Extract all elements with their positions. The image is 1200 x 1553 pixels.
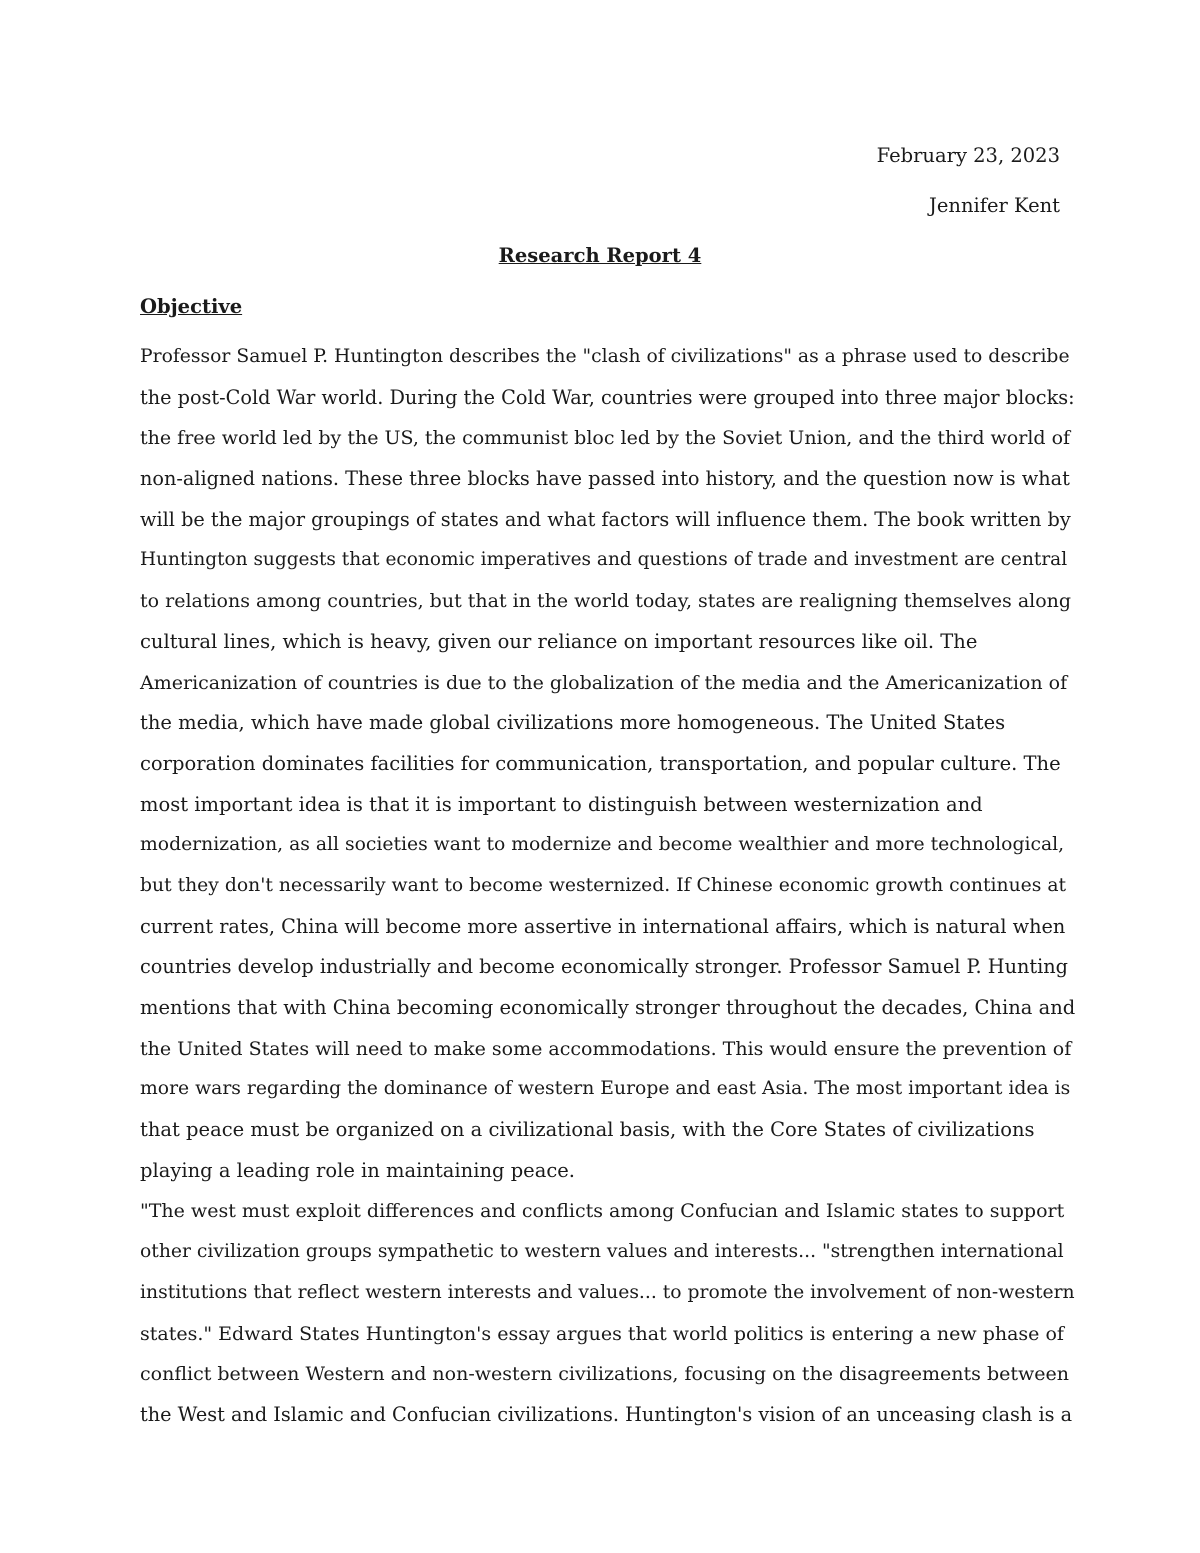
- body-line: the post-Cold War world. During the Cold War, countries were grouped into three major blocks:: [140, 385, 1075, 409]
- body-line: playing a leading role in maintaining peace.: [140, 1158, 576, 1182]
- body-line: but they don't necessarily want to become westernized. If Chinese economic growth continues at: [140, 874, 1067, 896]
- body-line: the United States will need to make some accommodations. This would ensure the prevention of: [140, 1037, 1072, 1060]
- body-line: Americanization of countries is due to the globalization of the media and the Americanization of: [140, 671, 1068, 694]
- body-line: the West and Islamic and Confucian civilizations. Huntington's vision of an unceasing clash is a: [140, 1402, 1073, 1426]
- body-line: institutions that reflect western interests and values... to promote the involvement of non-western: [140, 1281, 1075, 1303]
- body-line: "The west must exploit differences and conflicts among Confucian and Islamic states to support: [140, 1200, 1065, 1223]
- body-line: cultural lines, which is heavy, given our reliance on important resources like oil. The: [140, 629, 978, 653]
- body-text: [140, 345, 1076, 1444]
- body-line: will be the major groupings of states and what factors will influence them. The book written by: [140, 507, 1071, 531]
- body-line: corporation dominates facilities for communication, transportation, and popular culture. The: [140, 751, 1061, 775]
- body-line: other civilization groups sympathetic to western values and interests... "strengthen international: [140, 1241, 1064, 1263]
- body-line: the free world led by the US, the communist bloc led by the Soviet Union, and the third world of: [140, 427, 1071, 450]
- body-line: to relations among countries, but that in the world today, states are realigning themselves along: [140, 590, 1072, 613]
- body-line: modernization, as all societies want to modernize and become wealthier and more technological,: [140, 834, 1065, 856]
- body-line: more wars regarding the dominance of western Europe and east Asia. The most important idea is: [140, 1078, 1071, 1100]
- author-name: Jennifer Kent: [929, 194, 1060, 217]
- body-line: mentions that with China becoming economically stronger throughout the decades, China and: [140, 996, 1076, 1019]
- body-line: non-aligned nations. These three blocks have passed into history, and the question now is what: [140, 467, 1070, 491]
- body-line: the media, which have made global civilizations more homogeneous. The United States: [140, 711, 1006, 735]
- body-line: that peace must be organized on a civilizational basis, with the Core States of civilizations: [140, 1118, 1035, 1142]
- body-line: states." Edward States Huntington's essay argues that world politics is entering a new phase of: [140, 1322, 1064, 1345]
- body-line: conflict between Western and non-western civilizations, focusing on the disagreements between: [140, 1363, 1069, 1386]
- body-line: countries develop industrially and become economically stronger. Professor Samuel P. Hunting: [140, 955, 1068, 979]
- section-heading: Objective: [140, 295, 243, 318]
- report-title: Research Report 4: [498, 244, 702, 267]
- body-line: Professor Samuel P. Huntington describes the "clash of civilizations" as a phrase used to describe: [140, 346, 1070, 367]
- body-line: Huntington suggests that economic imperatives and questions of trade and investment are central: [140, 549, 1068, 571]
- body-line: current rates, China will become more assertive in international affairs, which is natural when: [140, 914, 1066, 938]
- body-line: most important idea is that it is important to distinguish between westernization and: [140, 792, 983, 816]
- document-date: February 23, 2023: [876, 144, 1060, 167]
